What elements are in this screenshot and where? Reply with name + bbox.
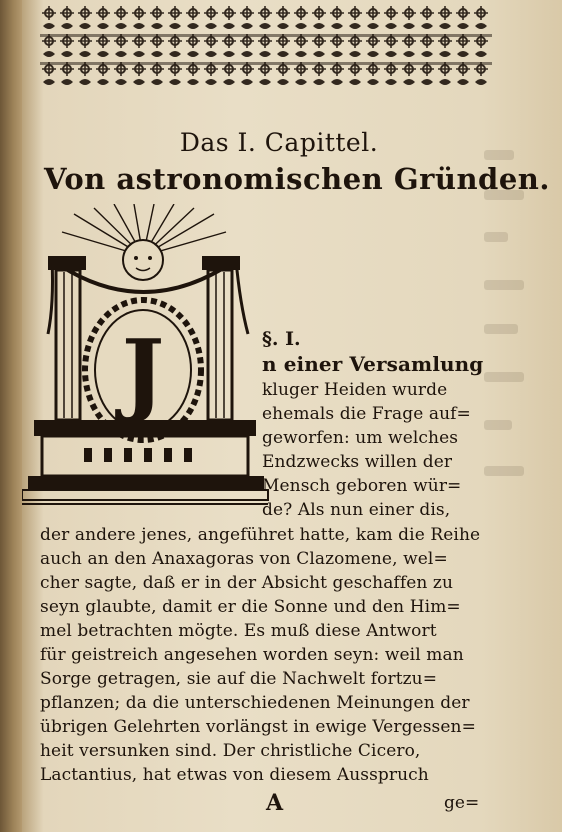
text-line: übrigen Gelehrten vorlängst in ewige Vergessen=: [40, 717, 476, 737]
decorative-header-ornament: [40, 4, 492, 96]
text-line: Mensch geboren wür=: [262, 476, 462, 496]
text-line: Lactantius, hat etwas von diesem Ausspruch: [40, 765, 429, 785]
initial-letter: J: [121, 320, 165, 426]
text-line: seyn glaubte, damit er die Sonne und den Him=: [40, 597, 461, 617]
text-line: der andere jenes, angeführet hatte, kam die Reihe: [40, 525, 481, 545]
text-line: de? Als nun einer dis,: [262, 500, 451, 520]
book-spine: [0, 0, 22, 832]
text-line: pflanzen; da die unterschiedenen Meinungen der: [40, 693, 470, 713]
section-mark: §. I.: [262, 328, 301, 350]
text-line: cher sagte, daß er in der Absicht geschaffen zu: [40, 573, 454, 593]
chapter-subtitle: Von astronomischen Gründen.: [44, 162, 550, 196]
text-line: ehemals die Frage auf=: [262, 404, 471, 424]
decorated-initial-woodcut: [22, 204, 272, 508]
chapter-title: Das I. Capittel.: [179, 128, 379, 157]
catchword: ge=: [444, 793, 480, 813]
text-line: heit versunken sind. Der christliche Cicero,: [40, 741, 421, 761]
book-page: [22, 0, 562, 832]
text-line: Sorge getragen, sie auf die Nachwelt fortzu=: [40, 669, 438, 689]
text-line: kluger Heiden wurde: [262, 380, 448, 400]
signature-mark: A: [266, 790, 284, 816]
text-line: geworfen: um welches: [262, 428, 459, 448]
text-line: n einer Versamlung: [262, 352, 484, 376]
text-line: Endzwecks willen der: [262, 452, 453, 472]
text-line: auch an den Anaxagoras von Clazomene, wel=: [40, 549, 448, 569]
text-line: für geistreich angesehen worden seyn: weil man: [40, 645, 464, 665]
text-line: mel betrachten mögte. Es muß diese Antwort: [40, 621, 437, 641]
